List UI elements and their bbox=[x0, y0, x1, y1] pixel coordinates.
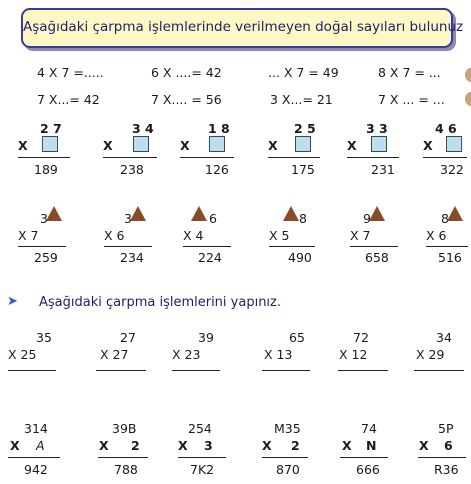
problem-result: 666 bbox=[356, 462, 380, 477]
problem-result: 234 bbox=[120, 250, 144, 265]
multiply-sign: X bbox=[347, 138, 357, 153]
problem-result: 231 bbox=[371, 162, 395, 177]
problem-result: 7K2 bbox=[190, 462, 215, 477]
problem-top: 74 bbox=[361, 421, 377, 436]
result-line bbox=[347, 157, 399, 158]
result-line bbox=[269, 246, 315, 247]
result-line bbox=[423, 157, 467, 158]
multiply-sign: X bbox=[178, 438, 188, 453]
problem-digit: 8 bbox=[299, 211, 307, 226]
result-line bbox=[418, 457, 466, 458]
answer-line[interactable] bbox=[262, 370, 310, 371]
problem-multiplier: X 7 bbox=[350, 228, 371, 243]
banner-title: Aşağıdaki çarpma işlemlerinde verilmeyen doğal sayıları bulunuz bbox=[23, 19, 464, 35]
problem-digit: 9 bbox=[363, 211, 371, 226]
problem-top: 1 8 bbox=[208, 121, 230, 136]
problem-top: 3 3 bbox=[366, 121, 388, 136]
result-line bbox=[98, 457, 148, 458]
problem-result: R36 bbox=[434, 462, 459, 477]
equation: 7 X ... = ... bbox=[378, 92, 445, 107]
problem-multiplier: 3 bbox=[204, 438, 213, 453]
equation: 4 X 7 =..... bbox=[37, 65, 104, 80]
answer-box[interactable] bbox=[42, 136, 58, 152]
answer-box[interactable] bbox=[209, 136, 225, 152]
multiply-sign: X bbox=[342, 438, 352, 453]
problem-multiplier: 6 bbox=[444, 438, 453, 453]
title-banner bbox=[21, 8, 464, 48]
problem-result: 189 bbox=[34, 162, 58, 177]
triangle-placeholder bbox=[283, 206, 299, 221]
multiply-sign: X bbox=[99, 438, 109, 453]
result-line bbox=[180, 157, 234, 158]
answer-line[interactable] bbox=[414, 370, 464, 371]
problem-result: 259 bbox=[34, 250, 58, 265]
problem-multiplier: X 5 bbox=[269, 228, 290, 243]
result-line bbox=[178, 457, 226, 458]
result-line bbox=[104, 246, 152, 247]
problem-digit: 8 bbox=[441, 211, 449, 226]
problem-result: 942 bbox=[24, 462, 48, 477]
section-heading: Aşağıdaki çarpma işlemlerini yapınız. bbox=[39, 295, 281, 310]
result-line bbox=[268, 157, 320, 158]
problem-multiplier: X 7 bbox=[18, 228, 39, 243]
result-line bbox=[183, 246, 231, 247]
multiply-sign: X bbox=[268, 138, 278, 153]
problem-result: 658 bbox=[365, 250, 389, 265]
decorative-dot bbox=[465, 92, 471, 106]
multiply-sign: X bbox=[103, 138, 113, 153]
problem-multiplier: N bbox=[366, 438, 377, 453]
answer-box[interactable] bbox=[133, 136, 149, 152]
problem-result: 788 bbox=[114, 462, 138, 477]
problem-top: 65 bbox=[289, 330, 305, 345]
problem-bottom: X 29 bbox=[416, 347, 445, 362]
answer-box[interactable] bbox=[446, 136, 462, 152]
problem-digit: 6 bbox=[209, 211, 217, 226]
answer-line[interactable] bbox=[172, 370, 220, 371]
problem-top: 35 bbox=[36, 330, 52, 345]
result-line bbox=[262, 457, 308, 458]
result-line bbox=[8, 457, 60, 458]
problem-result: 490 bbox=[288, 250, 312, 265]
problem-result: 870 bbox=[276, 462, 300, 477]
answer-line[interactable] bbox=[96, 370, 146, 371]
answer-line[interactable] bbox=[338, 370, 388, 371]
arrow-bullet-icon: ➤ bbox=[7, 294, 18, 309]
problem-multiplier: 2 bbox=[291, 438, 300, 453]
problem-top: 27 bbox=[120, 330, 136, 345]
result-line bbox=[426, 246, 468, 247]
triangle-placeholder bbox=[369, 206, 385, 221]
problem-top: 39B bbox=[112, 421, 137, 436]
problem-bottom: X 27 bbox=[100, 347, 129, 362]
problem-multiplier: A bbox=[36, 438, 45, 453]
multiply-sign: X bbox=[419, 438, 429, 453]
triangle-placeholder bbox=[46, 206, 62, 221]
problem-result: 126 bbox=[205, 162, 229, 177]
problem-top: 314 bbox=[24, 421, 48, 436]
problem-multiplier: 2 bbox=[131, 438, 140, 453]
triangle-placeholder bbox=[191, 206, 207, 221]
problem-digit: 3 bbox=[40, 211, 48, 226]
problem-top: 2 7 bbox=[40, 121, 62, 136]
problem-bottom: X 23 bbox=[172, 347, 201, 362]
equation: 7 X.... = 56 bbox=[151, 92, 222, 107]
problem-multiplier: X 4 bbox=[183, 228, 204, 243]
problem-top: 5P bbox=[438, 421, 454, 436]
equation: 8 X 7 = ... bbox=[378, 65, 441, 80]
answer-line[interactable] bbox=[8, 370, 56, 371]
problem-result: 224 bbox=[198, 250, 222, 265]
problem-result: 516 bbox=[438, 250, 462, 265]
problem-result: 175 bbox=[291, 162, 315, 177]
equation: 3 X...= 21 bbox=[270, 92, 333, 107]
problem-top: 2 5 bbox=[294, 121, 316, 136]
equation: ... X 7 = 49 bbox=[268, 65, 339, 80]
result-line bbox=[103, 157, 157, 158]
problem-multiplier: X 6 bbox=[104, 228, 125, 243]
equation: 7 X...= 42 bbox=[37, 92, 100, 107]
result-line bbox=[18, 157, 70, 158]
problem-digit: 3 bbox=[124, 211, 132, 226]
multiply-sign: X bbox=[10, 438, 20, 453]
multiply-sign: X bbox=[423, 138, 433, 153]
answer-box[interactable] bbox=[295, 136, 311, 152]
problem-multiplier: X 6 bbox=[426, 228, 447, 243]
problem-bottom: X 12 bbox=[339, 347, 368, 362]
answer-box[interactable] bbox=[371, 136, 387, 152]
result-line bbox=[340, 457, 388, 458]
problem-top: 254 bbox=[188, 421, 212, 436]
result-line bbox=[350, 246, 398, 247]
problem-bottom: X 13 bbox=[264, 347, 293, 362]
multiply-sign: X bbox=[18, 138, 28, 153]
multiply-sign: X bbox=[262, 438, 272, 453]
triangle-placeholder bbox=[447, 206, 463, 221]
problem-top: 3 4 bbox=[132, 121, 154, 136]
problem-top: M35 bbox=[274, 421, 301, 436]
triangle-placeholder bbox=[130, 206, 146, 221]
multiply-sign: X bbox=[180, 138, 190, 153]
problem-result: 238 bbox=[120, 162, 144, 177]
problem-top: 72 bbox=[353, 330, 369, 345]
problem-bottom: X 25 bbox=[8, 347, 37, 362]
result-line bbox=[18, 246, 66, 247]
problem-result: 322 bbox=[440, 162, 464, 177]
problem-top: 39 bbox=[198, 330, 214, 345]
problem-top: 34 bbox=[436, 330, 452, 345]
decorative-dot bbox=[465, 68, 471, 82]
equation: 6 X ....= 42 bbox=[151, 65, 222, 80]
problem-top: 4 6 bbox=[435, 121, 457, 136]
